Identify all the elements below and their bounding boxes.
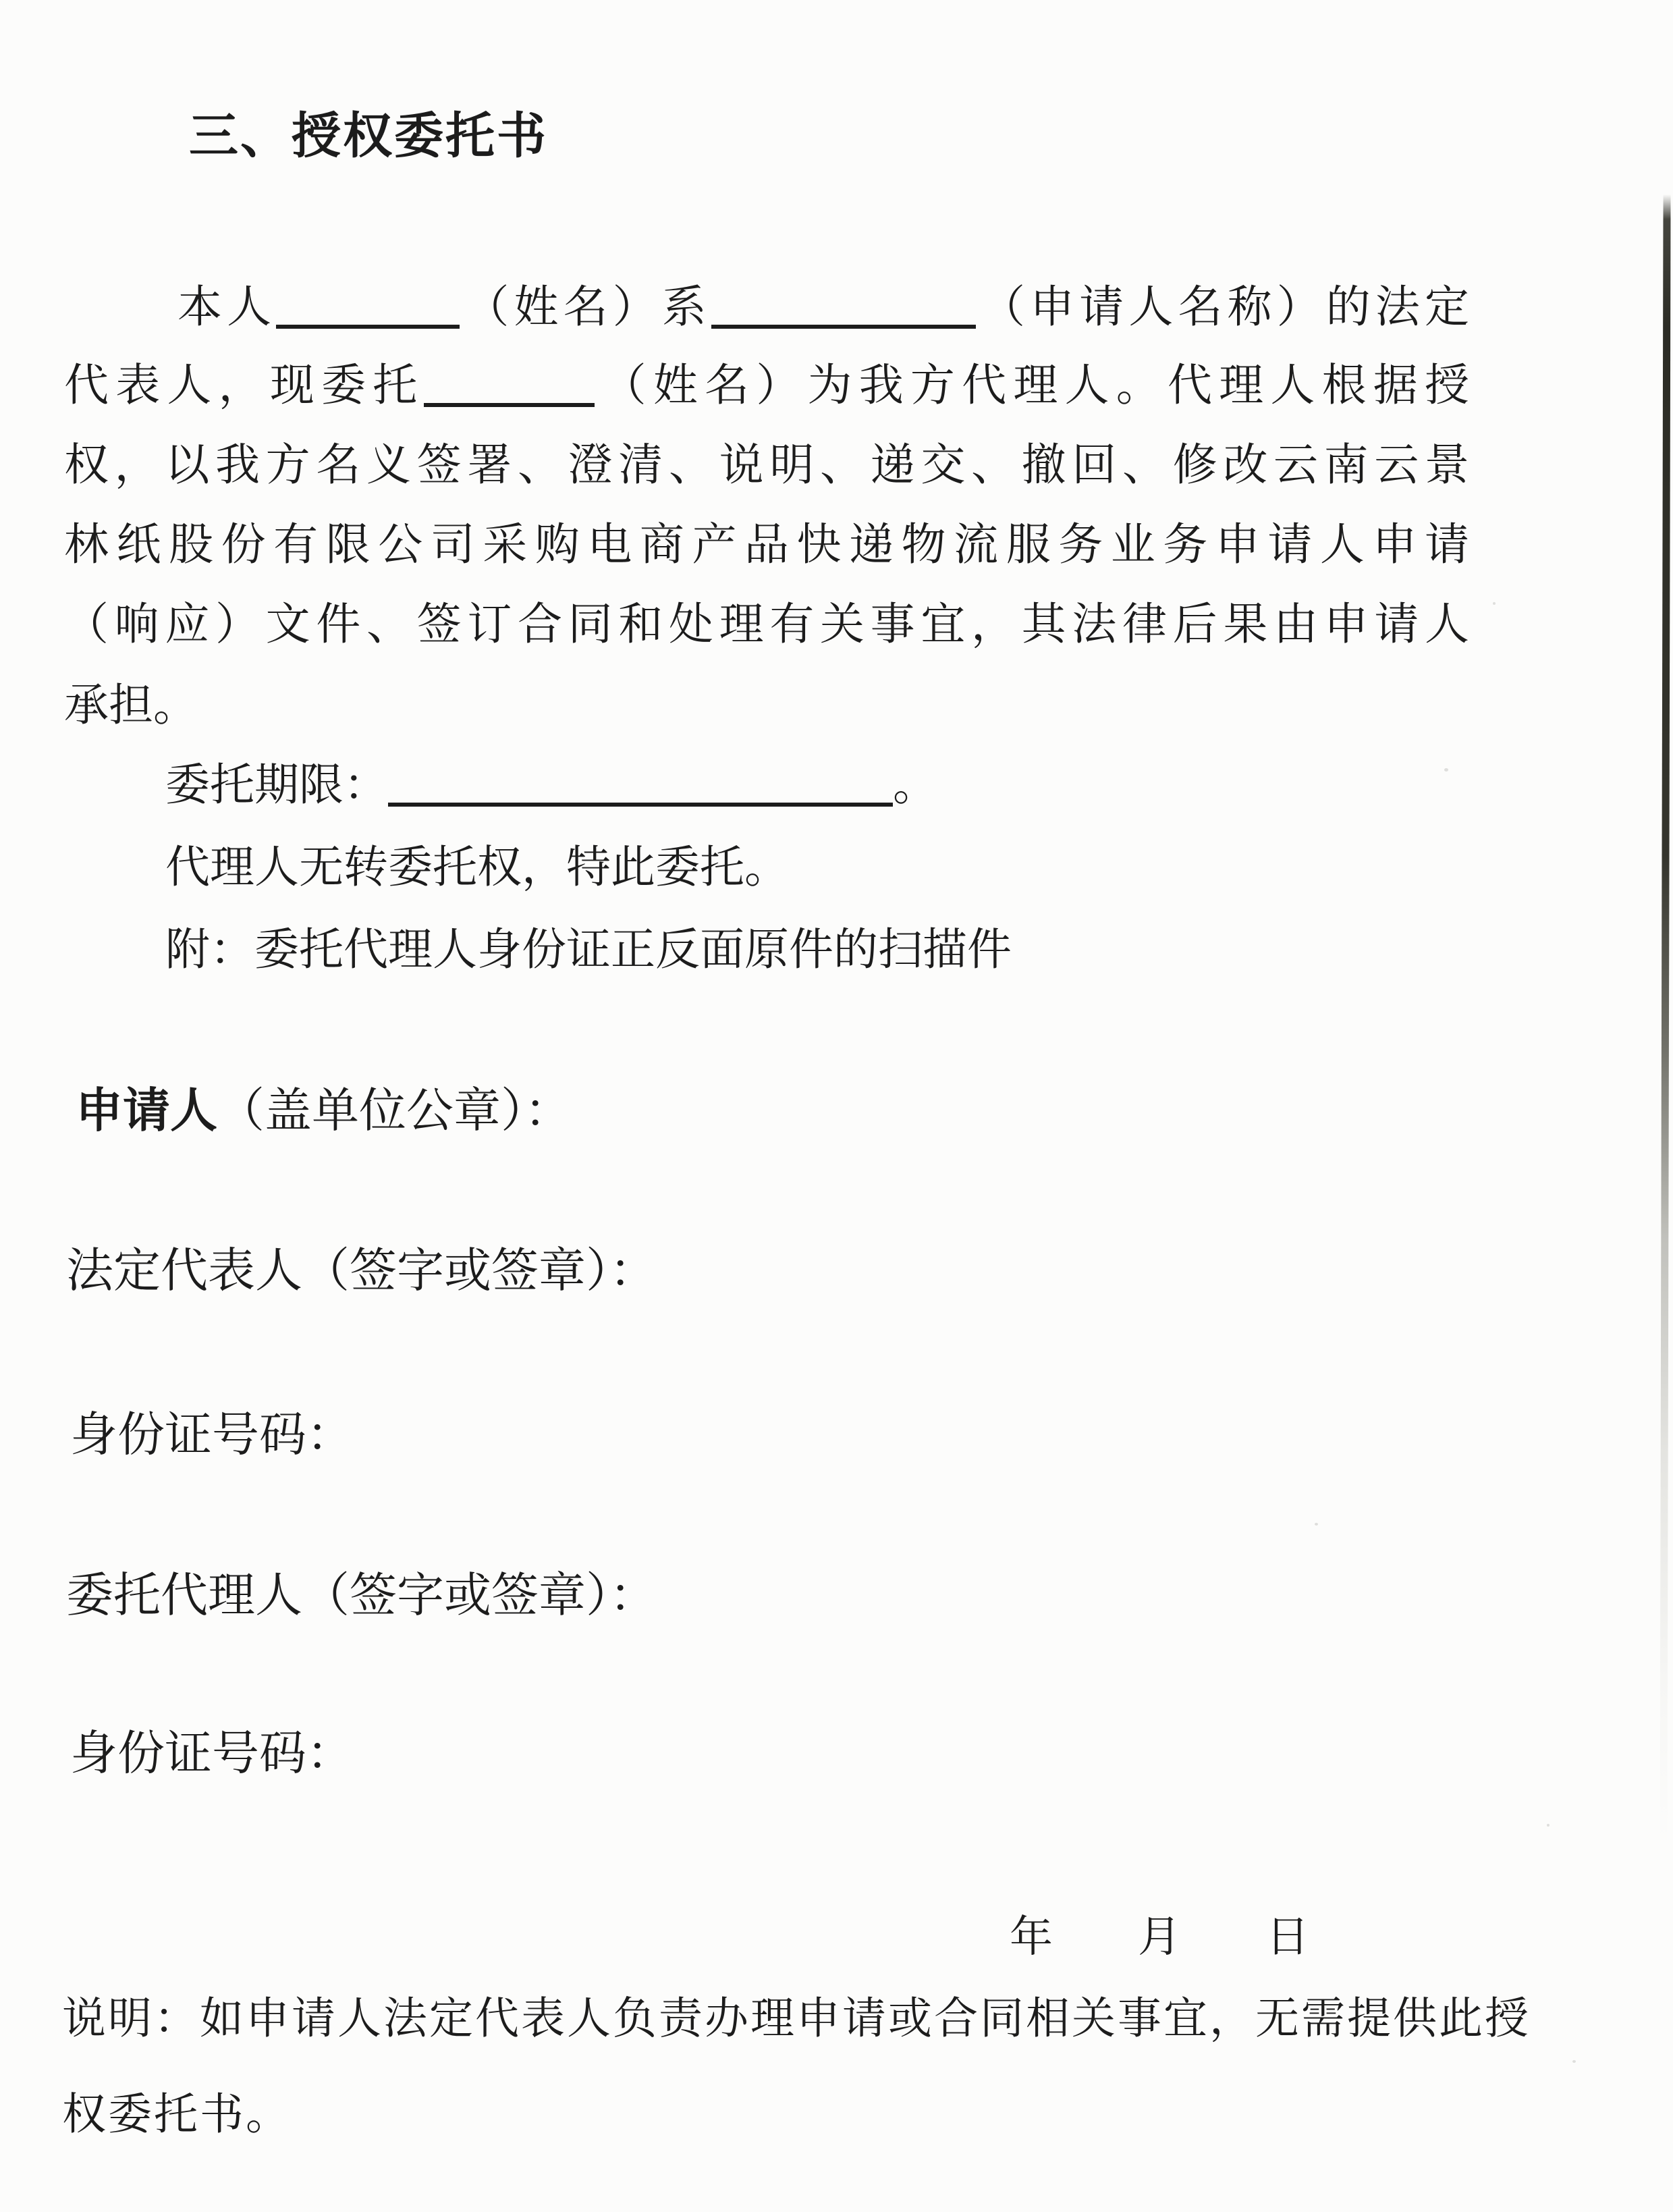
date-year: 年 [1010, 1913, 1053, 1961]
date-line [1010, 1902, 1309, 1964]
date-month: 月 [1138, 1913, 1181, 1961]
agent-signature-line: 委托代理人（签字或签章）： [66, 1570, 657, 1622]
agent-name-blank [424, 403, 595, 407]
body-line-1-mid: （姓名）系 [460, 283, 711, 332]
attachment-line: 附：委托代理人身份证正反面原件的扫描件 [165, 925, 1012, 975]
applicant-name-blank [711, 325, 976, 329]
body-line-2-pre: 代表人，现委托 [64, 361, 424, 410]
scan-noise [1493, 602, 1496, 605]
principal-name-blank [276, 325, 460, 329]
id-number-line-2: 身份证号码： [70, 1728, 354, 1780]
note-line-2: 权委托书。 [62, 2090, 292, 2139]
no-subdelegation-line: 代理人无转委托权，特此委托。 [165, 843, 789, 892]
body-line-1-post: （申请人名称）的法定 [975, 283, 1470, 332]
scan-noise [1572, 2060, 1576, 2063]
legal-rep-signature-line: 法定代表人（签字或签章）： [66, 1245, 657, 1297]
body-line-6: 承担。 [64, 681, 198, 730]
applicant-seal-line [76, 1085, 572, 1137]
body-line-1 [64, 282, 1469, 333]
duration-end-punct: 。 [893, 761, 937, 810]
applicant-label: 申请人 [76, 1085, 217, 1137]
id-number-line-1: 身份证号码： [70, 1409, 354, 1461]
body-line-2 [64, 360, 1469, 412]
scan-noise [1444, 768, 1448, 772]
note-line-1: 说明：如申请人法定代表人负责办理申请或合同相关事宜，无需提供此授 [62, 1995, 1531, 2043]
date-day: 日 [1266, 1913, 1309, 1961]
duration-blank [388, 803, 893, 807]
body-line-3: 权，以我方名义签署、澄清、说明、递交、撤回、修改云南云景 [64, 441, 1469, 490]
scan-noise [1547, 1824, 1549, 1827]
body-line-5: （响应）文件、签订合同和处理有关事宜，其法律后果由申请人 [64, 600, 1469, 649]
applicant-seal-suffix: （盖单位公章）： [217, 1085, 572, 1137]
body-line-1-pre: 本人 [177, 283, 277, 332]
body-line-4: 林纸股份有限公司采购电商产品快递物流服务业务申请人申请 [64, 520, 1469, 570]
duration-line [64, 760, 1469, 811]
scan-edge-artifact [1660, 194, 1670, 1850]
body-line-2-post: （姓名）为我方代理人。代理人根据授 [595, 361, 1470, 410]
section-title: 三、授权委托书 [189, 109, 548, 163]
duration-label: 委托期限： [165, 761, 388, 810]
scan-noise [1315, 1523, 1318, 1526]
